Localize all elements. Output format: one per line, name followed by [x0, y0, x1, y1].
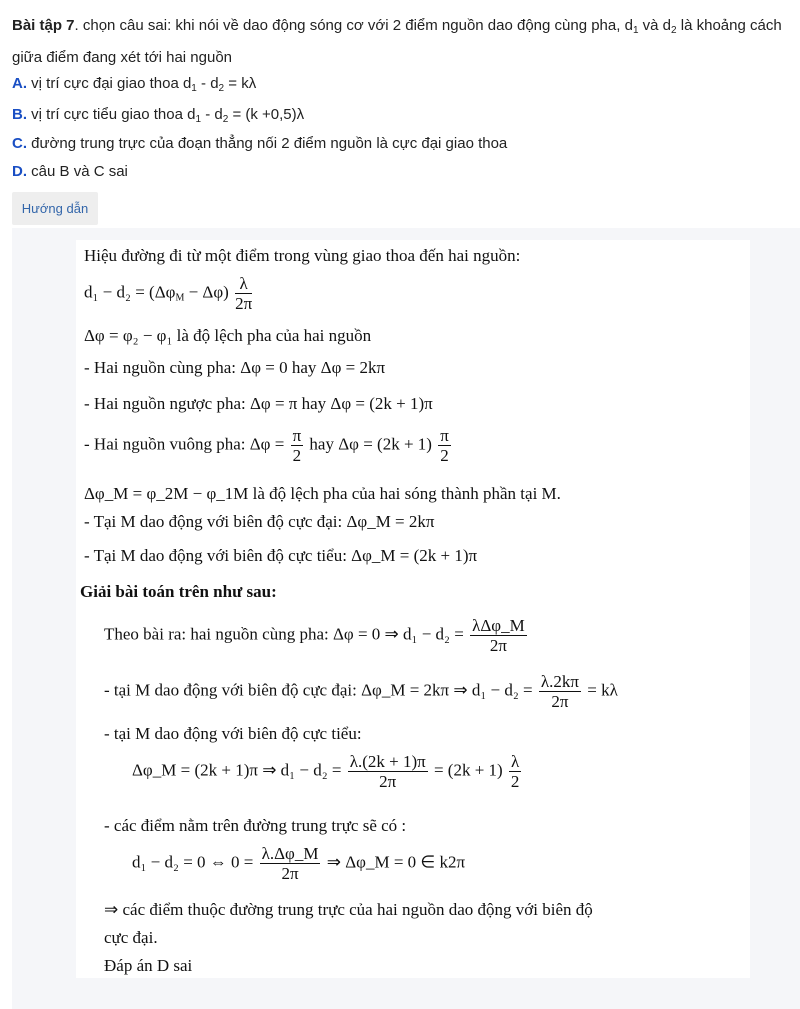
sol-line-4: - Hai nguồn cùng pha: Δφ = 0 hay Δφ = 2kπ [84, 358, 386, 377]
fraction: $\frac{\text{λΔφ\_M}}{2\pi}$ [472, 616, 525, 655]
sol-line-15: - các điểm nằm trên đường trung trực sẽ có : [104, 816, 407, 835]
option-d: D. câu B và C sai [12, 163, 128, 180]
sol-line-6: - Hai nguồn vuông pha: Δφ = $\frac{\pi}{2}$ hay Δφ = (2k + 1) $\frac{\pi}{2}$ [84, 426, 449, 465]
sol-line-14: Δφ_M = (2k + 1)π ⇒ d₁ − d₂ = $\frac{\lambda.(2k + 1)\pi}{2\pi}$ = (2k + 1) $\frac{\lambda}{2}$ [132, 752, 520, 791]
sol-line-13: - tại M dao động với biên độ cực tiểu: [104, 724, 362, 743]
sol-line-2: $d_1 - d_2 = (\Delta\varphi_M - \Delta\varphi)$ $\frac{\lambda}{2\pi}$ [84, 274, 253, 313]
option-c-key: C. [12, 135, 27, 152]
option-a-key: A. [12, 75, 27, 92]
sol-line-18: cực đại. [104, 928, 158, 947]
question-text: Bài tập 7. chọn câu sai: khi nói về dao động sóng cơ với 2 điểm nguồn dao động cùng pha, $d_1$ và $d_2$ là khoảng cách giữa điểm đang xét tới hai nguồn [12, 17, 782, 66]
solution-image [76, 240, 750, 978]
sol-line-19: Đáp án D sai [104, 956, 193, 975]
option-b: B. vị trí cực tiểu giao thoa $d_1 - d_2 = (k +0,5)\lambda$ [12, 106, 305, 125]
fraction: $\frac{\lambda.(2k + 1)\pi}{2\pi}$ [349, 752, 426, 791]
sol-line-8: - Tại M dao động với biên độ cực đại: Δφ_M = 2kπ [84, 512, 435, 531]
sol-line-11: Theo bài ra: hai nguồn cùng pha: Δφ = 0 ⇒ d₁ − d₂ = $\frac{\text{λΔφ\_M}}{2\pi}$ [104, 616, 525, 655]
fraction: $\frac{\lambda}{2}$ [510, 752, 520, 791]
option-b-key: B. [12, 106, 27, 123]
option-a: A. vị trí cực đại giao thoa $d_1 - d_2 = k\lambda$ [12, 75, 257, 94]
fraction: $\frac{\pi}{2}$ [440, 426, 449, 465]
sol-line-16: d₁ − d₂ = 0 ⇔ 0 = $\frac{\lambda.\Delta\varphi\_M}{2\pi}$ ⇒ Δφ_M = 0 ∈ k2π [132, 844, 466, 883]
hint-button[interactable]: Hướng dẫn [12, 192, 98, 225]
sol-line-12: - tại M dao động với biên độ cực đại: Δφ_M = 2kπ ⇒ d₁ − d₂ = $\frac{\lambda.2k\pi}{2\pi}$ = kλ [104, 672, 618, 711]
fraction: $\frac{\lambda.\Delta\varphi\_M}{2\pi}$ [261, 844, 319, 883]
option-d-key: D. [12, 163, 27, 180]
sol-line-9: - Tại M dao động với biên độ cực tiểu: Δφ_M = (2k + 1)π [84, 546, 478, 565]
fraction: $\frac{\lambda}{2\pi}$ [235, 274, 253, 313]
sol-line-5: - Hai nguồn ngược pha: Δφ = π hay Δφ = (2k + 1)π [84, 394, 433, 413]
question-title: Bài tập 7 [12, 17, 75, 34]
sol-line-17: ⇒ các điểm thuộc đường trung trực của hai nguồn dao động với biên độ [104, 900, 593, 919]
fraction: $\frac{\pi}{2}$ [292, 426, 302, 465]
sol-line-1: Hiệu đường đi từ một điểm trong vùng giao thoa đến hai nguồn: [84, 246, 521, 265]
sol-line-3: Δφ = φ₂ − φ₁ là độ lệch pha của hai nguồn [84, 326, 372, 345]
sol-line-7: Δφ_M = φ_2M − φ_1M là độ lệch pha của hai sóng thành phần tại M. [84, 484, 561, 503]
fraction: $\frac{\lambda.2k\pi}{2\pi}$ [540, 672, 579, 711]
option-c: C. đường trung trực của đoạn thẳng nối 2 điểm nguồn là cực đại giao thoa [12, 135, 508, 152]
sol-line-10: Giải bài toán trên như sau: [80, 582, 277, 601]
